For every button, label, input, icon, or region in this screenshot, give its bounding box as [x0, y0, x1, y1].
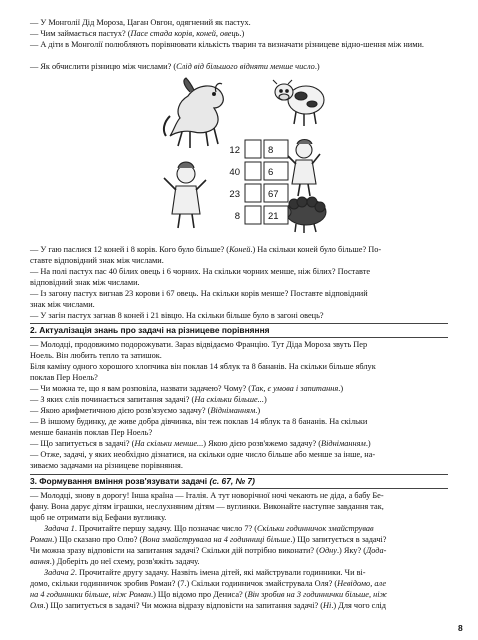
illustration-animals-comparison — [156, 74, 334, 234]
paragraph-what-asked: — Що запитується в задачі? (На скільки менше...) Якою дією розв'яжемо задачу? (Відніманням.) — [30, 439, 371, 448]
question-horses-cows: — У гаю паслися 12 коней і 8 корів. Кого було більше? (Коней.) На скільки коней було більше? По- ставте відповідний знак між числами. — [30, 245, 382, 266]
left-number-3: 23 — [229, 189, 240, 200]
compare-box-3 — [245, 184, 261, 202]
left-number-1: 12 — [229, 145, 240, 156]
cow-icon — [273, 80, 324, 126]
paragraph-children-compare: — А діти в Монголії полюбляють порівнювати кількість тварин та визначати різницеве відно-шення між ними. — [30, 40, 424, 49]
page-number: 8 — [458, 623, 463, 633]
paragraph-operation: — Якою арифметичною дією розв'язуємо задачу? (Відніманням.) — [30, 406, 261, 415]
paragraph-difference-question: — Як обчислити різницю між числами? (Слід від більшого відняти менше число.) — [30, 62, 320, 71]
paragraph-definition: — Отже, задачі, у яких необхідно дізнатися, на скільки одне число більше або менше за інше, на- зиваємо задачами на різницеве порівняння. — [30, 450, 376, 471]
horse-icon — [164, 78, 223, 148]
left-number-4: 8 — [234, 211, 240, 222]
right-number-1: 8 — [268, 145, 274, 156]
divider-section-3-bottom — [30, 488, 448, 489]
question-cows-sheep: — Із загону пастух вигнав 23 корови і 67 овець. На скільки корів менше? Поставте відповідний знак між числами. — [30, 289, 368, 310]
right-number-2: 6 — [268, 167, 274, 178]
section-3-heading: 3. Формування вміння розв'язувати задачі (с. 67, № 7) — [30, 476, 255, 486]
right-number-3: 67 — [268, 189, 279, 200]
left-number-2: 40 — [229, 167, 240, 178]
paragraph-mongolia: — У Монголії Дід Мороза, Цаган Овгон, одягнений як пастух. — [30, 18, 251, 27]
paragraph-italy: — Молодці, знову в дорогу! Інша країна — Італія. А тут новорічної ночі чекають не діда, а бабу Бе- фану. Вона дарує дітям іграшки, неслухняним дітям — вуглинки. Виконайте наступне завдання так, щоб не отримати від Бефани вуглинку. — [30, 491, 384, 523]
paragraph-fireplace: Біля каміну одного хорошого хлопчика він поклав 14 яблук та 8 бананів. На скільки більше яблук поклав Пер Ноель? — [30, 362, 376, 383]
paragraph-is-task: — Чи можна те, що я вам розповіла, назвати задачею? Чому? (Так, є умова і запитання.) — [30, 384, 344, 393]
child-left-icon — [164, 162, 206, 228]
paragraph-task-2: Задача 2. Прочитайте другу задачу. Назвіть імена дітей, які майстрували годинники. Чи ві- домо, скільки годинничок зробив Роман? (7.) Скільки годинничок змайструвала Оля? (Невідомо, але на 4 годинники більше, ніж Роман.) Що відомо про Дениса? (Він зробив на 3 годиннички більше, ніж Оля.) Що запитується в задачі? Чи можна відразу відповісти на запитання задачі? (Ні.) Для чого слід — [30, 568, 388, 611]
child-right-icon — [286, 140, 320, 197]
compare-box-2 — [245, 162, 261, 180]
divider-section-2 — [30, 323, 448, 324]
compare-box-4 — [245, 206, 261, 224]
divider-section-3 — [30, 474, 448, 475]
paragraph-shepherd-question: — Чим займається пастух? (Пасе стада корів, коней, овець.) — [30, 29, 245, 38]
right-number-4: 21 — [268, 211, 279, 222]
question-pen: — У загін пастух загнав 8 коней і 21 вівцю. На скільки більше було в загоні овець? — [30, 311, 324, 320]
divider-section-2-bottom — [30, 337, 448, 338]
question-sheep: — На полі пастух пас 40 білих овець і 6 чорних. На скільки чорних менше, ніж білих? Поставте відповідний знак між числами. — [30, 267, 371, 288]
paragraph-other-house: — В іншому будинку, де живе добра дівчинка, він теж поклав 14 яблук та 8 бананів. На скільки менше бананів поклав Пер Ноель? — [30, 417, 368, 438]
paragraph-task-1: Задача 1. Прочитайте першу задачу. Що позначає число 7? (Скільки годинничок змайстрував Роман.) Що сказано про Олю? (Вона змайструвала на 4 годинниці більше.) Що запитується в задачі? Чи можна зразу відповісти на запитання задачі? Скільки дій потрібно виконати? (Одну.) Яку? (Дода- вання.) Доберіть до неї схему, розв'яжіть задачу. — [30, 524, 387, 567]
paragraph-france: — Молодці, продовжимо подорожувати. Зараз відвідаємо Францію. Тут Діда Мороза звуть Пер Ноель. Він любить тепло та затишок. — [30, 340, 368, 361]
section-2-heading: 2. Актуалізація знань про задачі на різницеве порівняння — [30, 325, 270, 335]
compare-box-1 — [245, 140, 261, 158]
paragraph-question-words: — З яких слів починається запитання задачі? (На скільки більше...) — [30, 395, 267, 404]
